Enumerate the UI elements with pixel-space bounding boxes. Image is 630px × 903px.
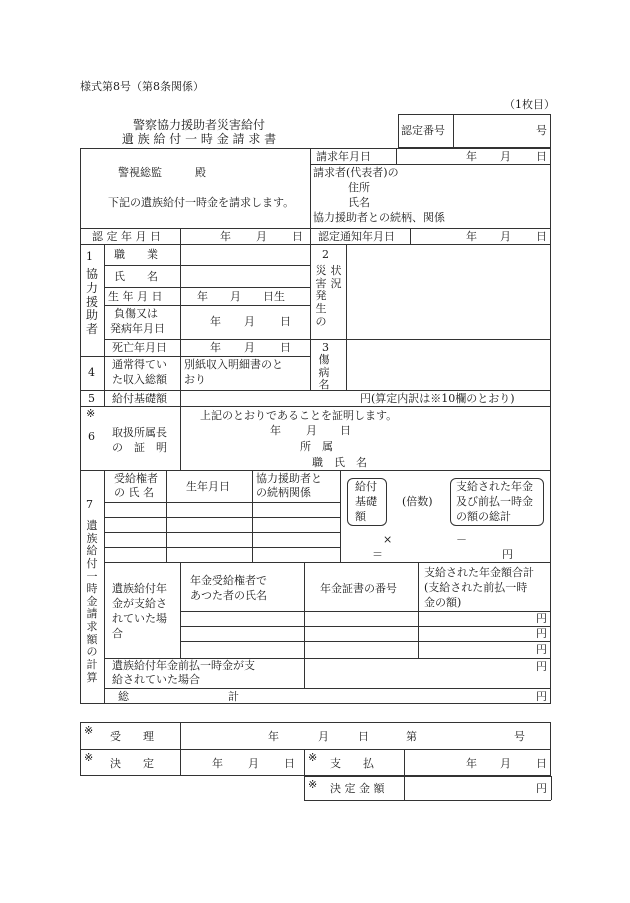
formula-paid-line1: 支給された年金: [456, 480, 533, 493]
recipient-header-line2: の 氏 名: [114, 486, 154, 499]
formula-base-line2: 基礎: [355, 495, 377, 508]
formula-minus: －: [456, 533, 467, 546]
death-date-label: 死亡年月日: [112, 341, 167, 354]
pension-cert-number: 年金証書の番号: [320, 582, 397, 595]
section6-label-line2: の 証 明: [112, 441, 167, 454]
pension-row2-yen: 円: [536, 627, 547, 640]
advance-case-yen: 円: [536, 660, 547, 673]
claimant-name: 氏名: [348, 196, 370, 209]
name-label: 氏 名: [114, 270, 158, 283]
section5-value: 円(算定内訳は※10欄のとおり): [360, 392, 515, 405]
pension-case-line3: れていた場: [112, 612, 167, 625]
section4-number: 4: [88, 366, 95, 379]
form-title-line2: 遺 族 給 付 一 時 金 請 求 書: [121, 132, 277, 146]
section3-title: 傷 病 名: [318, 353, 330, 392]
section6-year: 年: [270, 424, 281, 437]
occupation-label: 職 業: [114, 248, 158, 261]
section6-number: 6: [88, 430, 95, 443]
decided-month: 月: [248, 757, 259, 770]
injury-label-line2: 発病年月日: [110, 322, 165, 335]
section4-label-line2: た収入総額: [112, 373, 167, 386]
pension-row3-yen: 円: [536, 643, 547, 656]
section1-number: 1: [86, 250, 93, 263]
relation-header-line1: 協力援助者と: [256, 472, 322, 485]
formula-multiplier: (倍数): [402, 495, 433, 508]
received-go: 号: [514, 730, 525, 743]
received-dai: 第: [406, 730, 417, 743]
sheet-count: （1枚目）: [504, 98, 555, 111]
section5-label: 給付基礎額: [112, 392, 167, 405]
section7-number: 7: [86, 498, 93, 511]
payment-month: 月: [500, 757, 511, 770]
death-year: 年: [210, 341, 221, 354]
payment-label: 支 払: [330, 757, 374, 770]
form-number-label: 様式第8号（第8条関係）: [80, 80, 204, 93]
pension-case-line2: 金が支給さ: [112, 597, 167, 610]
pension-recipient-line2: あつた者の氏名: [190, 589, 267, 602]
pension-recipient-line1: 年金受給権者で: [190, 574, 267, 587]
section6-statement: 上記のとおりであることを証明します。: [200, 409, 398, 422]
claimant-relation: 協力援助者との続柄、関係: [313, 211, 445, 224]
pension-total-line3: 金の額): [424, 596, 462, 609]
received-mark: ※: [84, 724, 94, 737]
pension-row1-yen: 円: [536, 612, 547, 625]
decided-label: 決 定: [110, 757, 154, 770]
formula-equals: ＝: [372, 548, 383, 561]
recipient-header-line1: 受給権者: [114, 472, 158, 485]
pension-case-line4: 合: [112, 627, 123, 640]
decided-day: 日: [284, 757, 295, 770]
cert-notice-label: 認定通知年月日: [318, 230, 395, 243]
advance-case-line1: 遺族給付年金前払一時金が支: [112, 659, 255, 672]
amount-mark: ※: [308, 778, 318, 791]
received-year: 年: [268, 730, 279, 743]
cert-date-day: 日: [292, 230, 303, 243]
injury-label-line1: 負傷又は: [114, 307, 158, 320]
section5-number: 5: [88, 392, 95, 405]
decided-amount-label: 決 定 金 額: [330, 782, 385, 795]
request-date-year: 年: [466, 150, 477, 163]
decided-amount-yen: 円: [536, 782, 547, 795]
section1-title: 協 力 援 助 者: [85, 267, 98, 337]
pension-case-line1: 遺族給付年: [112, 582, 167, 595]
received-label: 受 理: [110, 730, 154, 743]
cert-notice-year: 年: [466, 230, 477, 243]
cert-number-go: 号: [536, 124, 547, 137]
section6-day: 日: [340, 424, 351, 437]
section6-label-line1: 取扱所属長: [112, 426, 167, 439]
injury-year: 年: [210, 315, 221, 328]
section4-value-line2: おり: [184, 373, 206, 386]
claimant-label: 請求者(代表者)の: [313, 166, 399, 179]
received-month: 月: [318, 730, 329, 743]
cert-date-year: 年: [220, 230, 231, 243]
section6-title-name: 職 氏 名: [312, 456, 367, 469]
pension-total-line2: (支給された前払一時: [424, 581, 528, 594]
cert-date-label: 認 定 年 月 日: [92, 230, 161, 243]
advance-case-line2: 給されていた場合: [112, 673, 200, 686]
section4-value-line1: 別紙収入明細書のと: [184, 358, 283, 371]
formula-yen: 円: [502, 548, 513, 561]
claimant-address: 住所: [348, 181, 370, 194]
payment-day: 日: [536, 757, 547, 770]
section6-affiliation: 所 属: [300, 440, 333, 453]
formula-paid-line3: の額の総計: [456, 510, 511, 523]
formula-times: ×: [383, 533, 393, 546]
pension-total-line1: 支給された年金額合計: [424, 566, 534, 579]
section6-mark: ※: [86, 407, 96, 420]
addressee: 警視総監 殿: [118, 166, 206, 179]
payment-year: 年: [466, 757, 477, 770]
section3-number: 3: [322, 341, 329, 354]
injury-month: 月: [244, 315, 255, 328]
birth-date-label: 生 年 月 日: [108, 290, 163, 303]
decided-mark: ※: [84, 751, 94, 764]
request-date-day: 日: [536, 150, 547, 163]
section2-number: 2: [322, 248, 329, 261]
formula-base-line3: 額: [355, 510, 366, 523]
request-date-label: 請求年月日: [316, 150, 371, 163]
section4-label-line1: 通常得てい: [112, 358, 167, 371]
received-day: 日: [358, 730, 369, 743]
formula-base-line1: 給付: [355, 480, 377, 493]
request-statement: 下記の遺族給付一時金を請求します。: [108, 196, 295, 209]
cert-notice-month: 月: [500, 230, 511, 243]
cert-number-label: 認定番号: [401, 124, 445, 137]
section2-subtitle: 状 況: [330, 264, 342, 290]
grand-total-yen: 円: [536, 690, 547, 703]
request-date-month: 月: [500, 150, 511, 163]
section2-title: 災 害 発 生 の: [315, 264, 327, 328]
death-month: 月: [244, 341, 255, 354]
cert-notice-day: 日: [536, 230, 547, 243]
death-day: 日: [280, 341, 291, 354]
section7-title: 遺 族 給 付 一 時 金 請 求 額 の 計 算: [86, 519, 98, 684]
cert-date-month: 月: [256, 230, 267, 243]
section6-month: 月: [306, 424, 317, 437]
decided-year: 年: [212, 757, 223, 770]
form-title-line1: 警察協力援助者災害給付: [132, 118, 265, 132]
birth-header: 生年月日: [186, 480, 230, 493]
injury-day: 日: [280, 315, 291, 328]
birth-date-value: 年 月 日生: [197, 290, 285, 303]
formula-paid-line2: 及び前払一時金: [456, 495, 533, 508]
grand-total-label: 総 計: [118, 690, 239, 703]
payment-mark: ※: [308, 751, 318, 764]
relation-header-line2: の続柄関係: [256, 486, 311, 499]
